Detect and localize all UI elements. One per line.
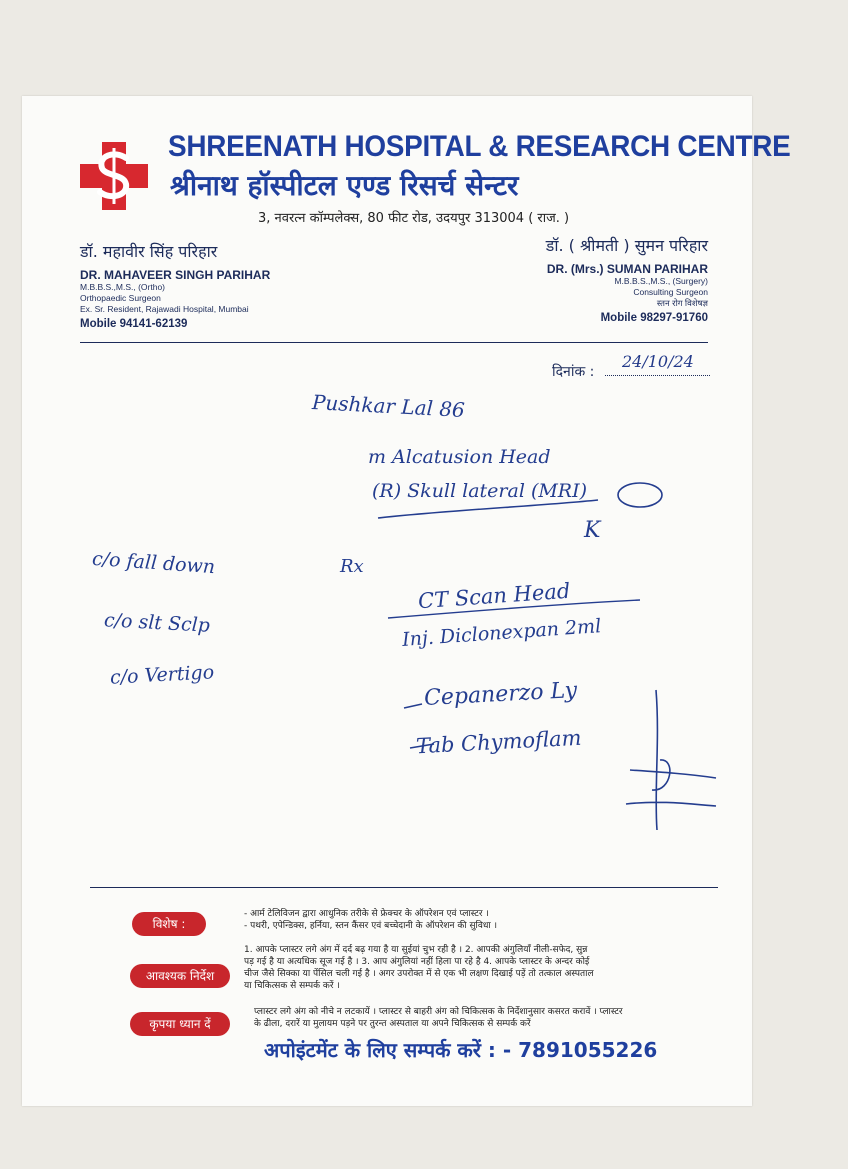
handwritten-mark: K bbox=[584, 518, 601, 543]
doctor-right-title: Consulting Surgeon bbox=[633, 287, 708, 297]
date-label: दिनांक : bbox=[552, 364, 595, 380]
doctor-left-title: Orthopaedic Surgeon bbox=[80, 293, 161, 303]
handwritten-rx-3: Cepanerzo Ly bbox=[423, 678, 578, 711]
doctor-right-name-en: DR. (Mrs.) SUMAN PARIHAR bbox=[546, 262, 708, 276]
special-badge: विशेष : bbox=[132, 912, 206, 936]
doctor-right-degree: M.B.B.S.,M.S., (Surgery) bbox=[614, 276, 708, 286]
handwritten-rx-mark: Rx bbox=[340, 556, 364, 577]
doctor-right-mobile: Mobile 98297-91760 bbox=[600, 312, 708, 324]
hospital-logo-icon bbox=[80, 142, 148, 210]
doctor-right-block bbox=[430, 234, 708, 324]
attention-badge: कृपया ध्यान दें bbox=[130, 1012, 230, 1036]
special-line-2: - पथरी, एपेन्डिक्स, हर्निया, स्तन कैंसर एवं बच्चेदानी के ऑपरेशन की सुविधा । bbox=[244, 921, 498, 931]
special-lines bbox=[244, 908, 497, 932]
attention-line-1: प्लास्टर लगे अंग को नीचे न लटकायें । प्लास्टर से बाहरी अंग को चिकित्सक के निर्देशानुसार कसरत करावें । प्लास्टर bbox=[254, 1007, 623, 1017]
footer-divider bbox=[90, 887, 718, 888]
handwritten-complaint-2: c/o slt Sclp bbox=[103, 609, 211, 637]
hospital-name-hi: श्रीनाथ हॉस्पीटल एण्ड रिसर्च सेन्टर bbox=[170, 169, 519, 202]
instructions-line-1: 1. आपके प्लास्टर लगे अंग में दर्द बढ़ गया है या सुईयां चुभ रही है । 2. आपकी अंगुलियाँ नीली-सफेद, सुन्न bbox=[244, 945, 588, 955]
handwritten-complaint-1: c/o fall down bbox=[91, 547, 216, 579]
instructions-badge: आवश्यक निर्देश bbox=[130, 964, 230, 988]
handwritten-history-line1: m Alcatusion Head bbox=[368, 446, 551, 468]
handwritten-rx-4: Tab Chymoflam bbox=[415, 725, 582, 759]
date-value: 24/10/24 bbox=[622, 352, 694, 371]
handwritten-history-line2: (R) Skull lateral (MRI) bbox=[372, 480, 588, 502]
hospital-address: 3, नवरत्न कॉम्पलेक्स, 80 फीट रोड, उदयपुर 313004 ( राज. ) bbox=[258, 211, 570, 226]
special-line-1: - आर्म टेलिविजन द्वारा आधुनिक तरीके से फ्रेक्चर के ऑपरेशन एवं प्लास्टर । bbox=[244, 909, 489, 919]
header-divider bbox=[80, 342, 708, 343]
doctor-left-mobile: Mobile 94141-62139 bbox=[80, 318, 188, 330]
hospital-name-en: SHREENATH HOSPITAL & RESEARCH CENTRE bbox=[168, 130, 791, 163]
attention-line-2: के ढीला, दरारें या मुलायम पड़ने पर तुरन्त अस्पताल या अपने चिकित्सक से सम्पर्क करें bbox=[254, 1019, 531, 1029]
attention-lines bbox=[254, 1006, 623, 1030]
instructions-line-4: या चिकित्सक से सम्पर्क करें । bbox=[244, 981, 340, 991]
doctor-right-title-hi: स्तन रोग विशेषज्ञ bbox=[656, 298, 708, 308]
doctor-right-name-hi: डॉ. ( श्रीमती ) सुमन परिहार bbox=[545, 236, 708, 255]
doctor-left-block bbox=[80, 240, 380, 330]
doctor-left-name-hi: डॉ. महावीर सिंह परिहार bbox=[80, 242, 218, 261]
doctor-left-degree: M.B.B.S.,M.S., (Ortho) bbox=[80, 282, 166, 292]
doctor-left-name-en: DR. MAHAVEER SINGH PARIHAR bbox=[80, 268, 271, 282]
handwritten-rx-1: CT Scan Head bbox=[417, 578, 571, 614]
instructions-line-2: पड़ गई है या अत्यधिक सूज गई है । 3. आप अंगुलियां नहीं हिला पा रहे है 4. आपके प्लास्टर के अन्दर कोई bbox=[244, 957, 590, 967]
appointment-contact: अपोइंटमेंट के लिए सम्पर्क करें : - 7891055226 bbox=[264, 1038, 658, 1062]
handwritten-rx-2: Inj. Diclonexpan 2ml bbox=[401, 615, 602, 651]
instructions-lines bbox=[244, 944, 594, 992]
handwritten-complaint-3: c/o Vertigo bbox=[109, 661, 215, 689]
instructions-line-3: चीज जैसे सिक्का या पेंसिल चली गई है । अगर उपरोक्त में से एक भी लक्षण दिखाई पड़ें तो तत्काल अस्पताल bbox=[244, 969, 594, 979]
doctor-left-extra: Ex. Sr. Resident, Rajawadi Hospital, Mumbai bbox=[80, 304, 249, 314]
date-underline bbox=[605, 375, 710, 376]
handwritten-patient-name: Pushkar Lal 86 bbox=[311, 390, 466, 422]
